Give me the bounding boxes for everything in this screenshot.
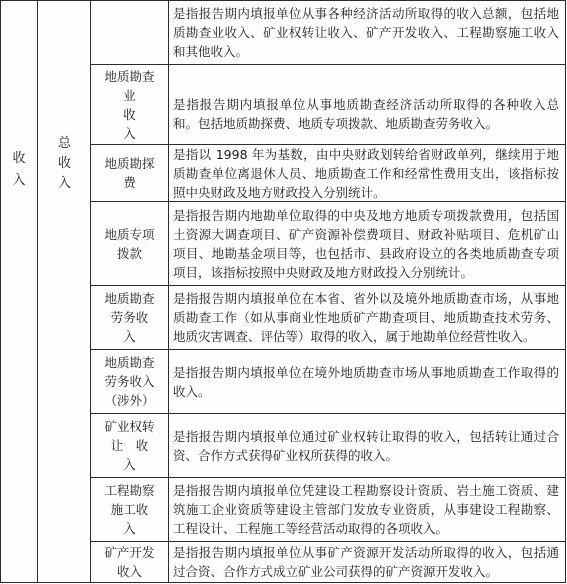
- row-label-7: 工程勘察 施工收 入: [91, 478, 169, 542]
- subcategory-column: [38, 0, 91, 583]
- row-desc-8: 是指报告期内填报单位从事矿产资源开发活动所取得的收入，包括通过合资、合作方式成立矿业公司获得的矿产资源开发收入。: [169, 542, 566, 583]
- row-desc-7: 是指报告期内填报单位凭建设工程勘察设计资质、岩土施工资质、建筑施工企业资质等建设主管部门发放专业资质，从事建设工程勘察、工程设计、工程施工等经营活动取得的各项收入。: [169, 478, 566, 542]
- row-label-5: 地质勘查 劳务收入 （涉外）: [91, 350, 169, 414]
- row-label-2: 地质勘探 费: [91, 145, 169, 202]
- row-desc-0: 是指报告期内填报单位从事各种经济活动所取得的收入总额，包括地质勘查业收入、矿业权转让收入、矿产开发收入、工程勘察施工收入和其他收入。: [169, 0, 566, 65]
- row-label-6: 矿业权转 让 收 入: [91, 414, 169, 478]
- row-label-1: 地质勘查 业 收 入: [91, 65, 169, 145]
- row-label-8: 矿产开发 收入: [91, 542, 169, 583]
- row-desc-5: 是指报告期内填报单位在境外地质勘查市场从事地质勘查工作取得的收入。: [169, 350, 566, 414]
- row-desc-6: 是指报告期内填报单位通过矿业权转让取得的收入，包括转让通过合资、合作方式获得矿业权所获得的收入。: [169, 414, 566, 478]
- category-column: [0, 0, 38, 583]
- category-label: 收 入: [12, 151, 26, 188]
- row-label-4: 地质勘查 劳务收 入: [91, 286, 169, 350]
- row-desc-1: 是指报告期内填报单位从事地质勘查经济活动所取得的各种收入总和。包括地质勘探费、地质专项拨款、地质勘查劳务收入。: [169, 65, 566, 145]
- subcategory-label: 总 收 入: [57, 136, 71, 191]
- row-desc-4: 是指报告期内填报单位在本省、省外以及境外地质勘查市场，从事地质勘查工作（如从事商业性地质矿产勘查项目、地质勘查技术劳务、地质灾害调查、评估等）取得的收入，属于地勘单位经营性收入。: [169, 286, 566, 350]
- row-desc-2: 是指以 1998 年为基数，由中央财政划转给省财政单列，继续用于地质勘查单位离退休人员、地质勘查工作和经常性费用支出，该指标按照中央财政及地方财政投入分别统计。: [169, 145, 566, 202]
- row-label-0: [91, 0, 169, 65]
- row-label-3: 地质专项 拨款: [91, 202, 169, 286]
- row-desc-3: 是指报告期内地勘单位取得的中央及地方地质专项拨款费用，包括国土资源大调查项目、矿产资源补偿费项目、财政补贴项目、危机矿山项目、地勘基金项目等，也包括市、县政府设立的各类地质勘查专项项目，该指标按照中央财政及地方财政投入分别统计。: [169, 202, 566, 286]
